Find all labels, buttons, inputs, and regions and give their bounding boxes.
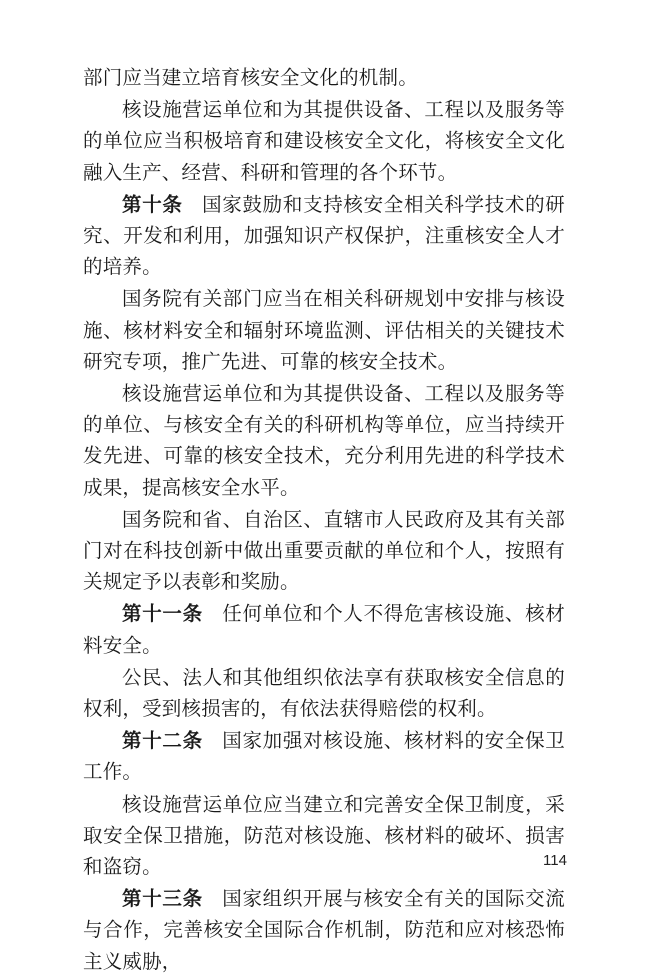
paragraph-text: 国务院有关部门应当在相关科研规划中安排与核设施、核材料安全和辐射环境监测、评估相关的关键技术研究专项，推广先进、可靠的核安全技术。 [83, 287, 565, 373]
article-11-paragraph [83, 598, 565, 660]
paragraph-text: 任何单位和个人不得危害核设施、核材料安全。 [83, 602, 565, 657]
article-10-paragraph [83, 189, 565, 283]
paragraph-text: 核设施营运单位和为其提供设备、工程以及服务等的单位、与核安全有关的科研机构等单位，应当持续开发先进、可靠的核安全技术，充分利用先进的科学技术成果，提高核安全水平。 [83, 382, 565, 499]
paragraph-text: 核设施营运单位和为其提供设备、工程以及服务等的单位应当积极培育和建设核安全文化，将核安全文化融入生产、经营、科研和管理的各个环节。 [83, 98, 565, 184]
paragraph-text: 部门应当建立培育核安全文化的机制。 [83, 66, 418, 89]
article-number: 第十条 [122, 192, 183, 216]
paragraph-text: 国务院和省、自治区、直辖市人民政府及其有关部门对在科技创新中做出重要贡献的单位和个人，按照有关规定予以表彰和奖励。 [83, 507, 565, 594]
document-body [83, 62, 565, 978]
paragraph [83, 789, 565, 883]
page-number: 114 [543, 852, 567, 869]
paragraph [83, 283, 565, 377]
paragraph-text: 国家组织开展与核安全有关的国际交流与合作，完善核安全国际合作机制，防范和应对核恐怖主义威胁， [83, 887, 565, 973]
article-number: 第十三条 [122, 887, 203, 911]
article-number: 第十一条 [122, 602, 203, 626]
article-13-paragraph [83, 883, 565, 977]
paragraph-continuation [83, 62, 565, 93]
paragraph [83, 378, 565, 503]
paragraph [83, 662, 565, 724]
paragraph-text: 国家加强对核设施、核材料的安全保卫工作。 [83, 729, 565, 784]
article-number: 第十二条 [122, 729, 203, 753]
paragraph [83, 504, 565, 598]
paragraph-text: 核设施营运单位应当建立和完善安全保卫制度，采取安全保卫措施，防范对核设施、核材料的破坏、损害和盗窃。 [83, 792, 565, 879]
article-12-paragraph [83, 725, 565, 787]
paragraph-text: 国家鼓励和支持核安全相关科学技术的研究、开发和利用，加强知识产权保护，注重核安全人才的培养。 [83, 192, 565, 279]
paragraph [83, 94, 565, 188]
paragraph-text: 公民、法人和其他组织依法享有获取核安全信息的权利，受到核损害的，有依法获得赔偿的权利。 [83, 665, 565, 721]
